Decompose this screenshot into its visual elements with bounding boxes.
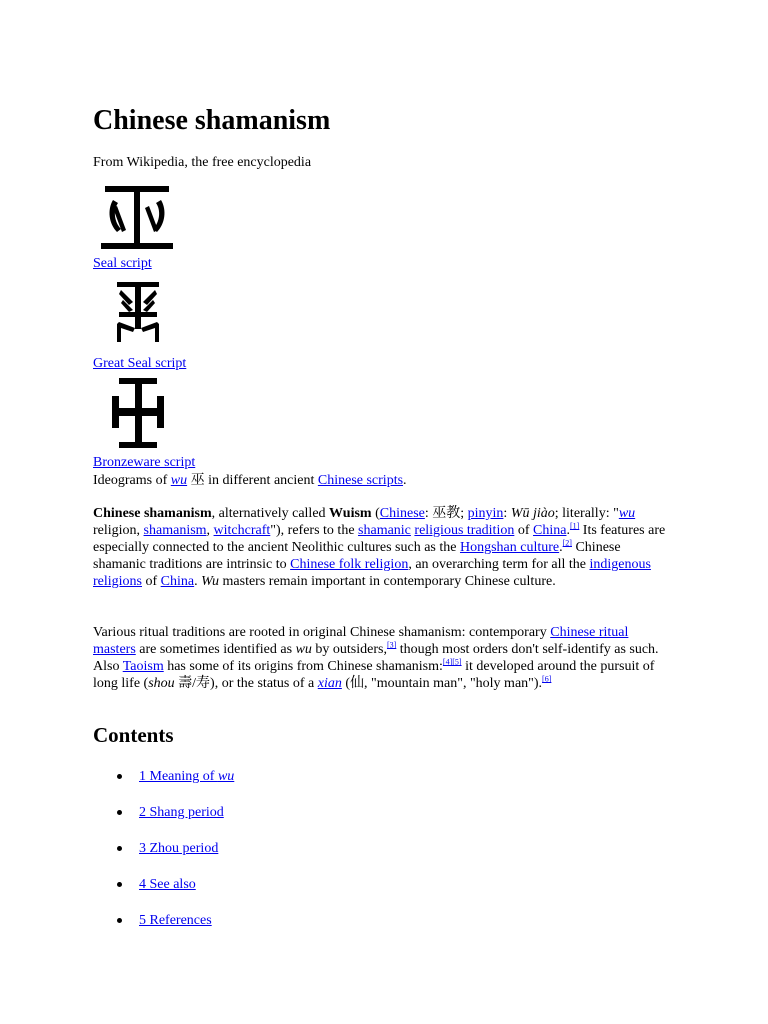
link-religious-tradition[interactable]: religious tradition	[414, 523, 515, 538]
contents-heading: Contents	[93, 723, 174, 747]
link-hongshan-culture[interactable]: Hongshan culture	[459, 540, 560, 555]
link-china[interactable]: China	[533, 523, 567, 538]
figure-caption	[93, 472, 407, 489]
toc-item	[93, 768, 234, 804]
reference-6[interactable]: [6]	[542, 674, 552, 684]
text: of	[514, 523, 534, 538]
toc-label: Zhou period	[149, 841, 219, 856]
link-wu[interactable]	[619, 506, 635, 521]
bronzeware-script-wu-glyph-icon	[111, 378, 165, 448]
link-pinyin[interactable]: pinyin	[467, 506, 504, 521]
toc-number: 2	[139, 805, 146, 820]
ritual-traditions-paragraph	[93, 624, 668, 692]
text: :	[503, 506, 511, 521]
page-subtitle: From Wikipedia, the free encyclopedia	[93, 155, 312, 170]
toc-item	[93, 840, 234, 876]
table-of-contents	[93, 768, 234, 948]
text: though most orders don't self-identify as such. Also	[93, 642, 659, 674]
link-wu-label: wu	[170, 473, 188, 488]
figure-caption-seal-script[interactable]: Seal script	[93, 256, 152, 271]
toc-item	[93, 876, 234, 912]
link-xian-label: xian	[317, 676, 342, 691]
toc-number: 1	[139, 769, 146, 784]
text: "), refers to the	[270, 523, 359, 538]
link-shamanism[interactable]: shamanism	[143, 523, 207, 538]
reference-3[interactable]: [3]	[386, 640, 397, 650]
reference-2[interactable]: [2]	[562, 538, 572, 548]
great-seal-script-wu-glyph-icon	[115, 282, 161, 346]
text: it developed around the pursuit of long life (	[93, 659, 655, 691]
text: of	[142, 574, 161, 589]
link-xian[interactable]	[318, 676, 342, 691]
toc-label-italic: wu	[217, 769, 235, 784]
link-taoism[interactable]: Taoism	[122, 659, 164, 674]
text: Chinese shamanic traditions are intrinsic to	[93, 540, 621, 572]
reference-4-5[interactable]: [4][5]	[442, 657, 462, 667]
text: .	[194, 574, 202, 589]
seal-script-wu-glyph-icon	[101, 186, 173, 250]
text: masters remain important in contemporary Chinese culture.	[219, 574, 556, 589]
term-wu: wu	[295, 642, 312, 657]
link-chinese[interactable]: Chinese	[379, 506, 425, 521]
toc-number: 5	[139, 913, 146, 928]
text: , alternatively called	[211, 506, 330, 521]
toc-link-zhou-period[interactable]	[139, 841, 218, 856]
text: by outsiders,	[311, 642, 387, 657]
link-chinese-ritual-masters[interactable]: Chinese ritual masters	[93, 625, 629, 657]
caption-text: Ideograms of	[93, 473, 171, 488]
link-wu[interactable]	[171, 473, 187, 488]
caption-text: 巫 in different ancient	[187, 473, 318, 488]
toc-link-shang-period[interactable]	[139, 805, 224, 820]
toc-item	[93, 912, 234, 948]
text: , an overarching term for all the	[408, 557, 590, 572]
term-shou: shou	[148, 676, 175, 691]
figure-caption-bronzeware-script[interactable]: Bronzeware script	[93, 455, 196, 470]
text: ; literally: "	[554, 506, 619, 521]
link-witchcraft[interactable]: witchcraft	[213, 523, 271, 538]
text: (	[371, 506, 380, 521]
text: : 巫教;	[424, 506, 468, 521]
link-indigenous-religions[interactable]: indigenous religions	[93, 557, 651, 589]
caption-text: .	[403, 473, 407, 488]
toc-label: References	[149, 913, 212, 928]
link-chinese-scripts[interactable]: Chinese scripts	[317, 473, 404, 488]
text: (仙, "mountain man", "holy man").	[341, 676, 543, 691]
figure-caption-great-seal-script[interactable]: Great Seal script	[93, 356, 187, 371]
toc-label: Shang period	[149, 805, 224, 820]
text: ,	[206, 523, 214, 538]
toc-number: 4	[139, 877, 146, 892]
text: Its features are especially connected to the ancient Neolithic cultures such as the	[93, 523, 666, 555]
link-wu-label: wu	[618, 506, 636, 521]
toc-link-references[interactable]	[139, 913, 212, 928]
text: are sometimes identified as	[135, 642, 296, 657]
toc-label: Meaning of	[149, 769, 218, 784]
toc-number: 3	[139, 841, 146, 856]
toc-label: See also	[149, 877, 196, 892]
toc-link-meaning-of-wu[interactable]	[139, 769, 234, 784]
text: has some of its origins from Chinese shamanism:	[163, 659, 443, 674]
text: Various ritual traditions are rooted in original Chinese shamanism: contemporary	[93, 625, 551, 640]
term-chinese-shamanism: Chinese shamanism	[93, 506, 212, 521]
pinyin-text: Wū jiào	[510, 506, 555, 521]
toc-link-see-also[interactable]	[139, 877, 196, 892]
text: 壽/寿), or the status of a	[174, 676, 318, 691]
toc-item	[93, 804, 234, 840]
term-wuism: Wuism	[329, 506, 372, 521]
link-shamanic[interactable]: shamanic	[358, 523, 411, 538]
page-title: Chinese shamanism	[93, 105, 331, 136]
text: religion,	[93, 523, 144, 538]
term-wu: Wu	[201, 574, 220, 589]
link-chinese-folk-religion[interactable]: Chinese folk religion	[290, 557, 409, 572]
reference-1[interactable]: [1]	[569, 521, 580, 531]
intro-paragraph: Chinese shamanism, alternatively called Wuism (Chinese: 巫教; pinyin: Wū jiào; literally: "wu religion, shamanism, witchcraft"), refers to the shamanic religious tradition of China.[1] Its features are especially connected to the ancient Neolithic cultures such as the Hongshan culture.[2] Chinese shamanic traditions are intrinsic to Chinese folk religion, an overarching term for all the indigenous religions of China. Wu masters remain important in contemporary Chinese culture.	[93, 506, 666, 589]
link-china[interactable]: China	[160, 574, 195, 589]
